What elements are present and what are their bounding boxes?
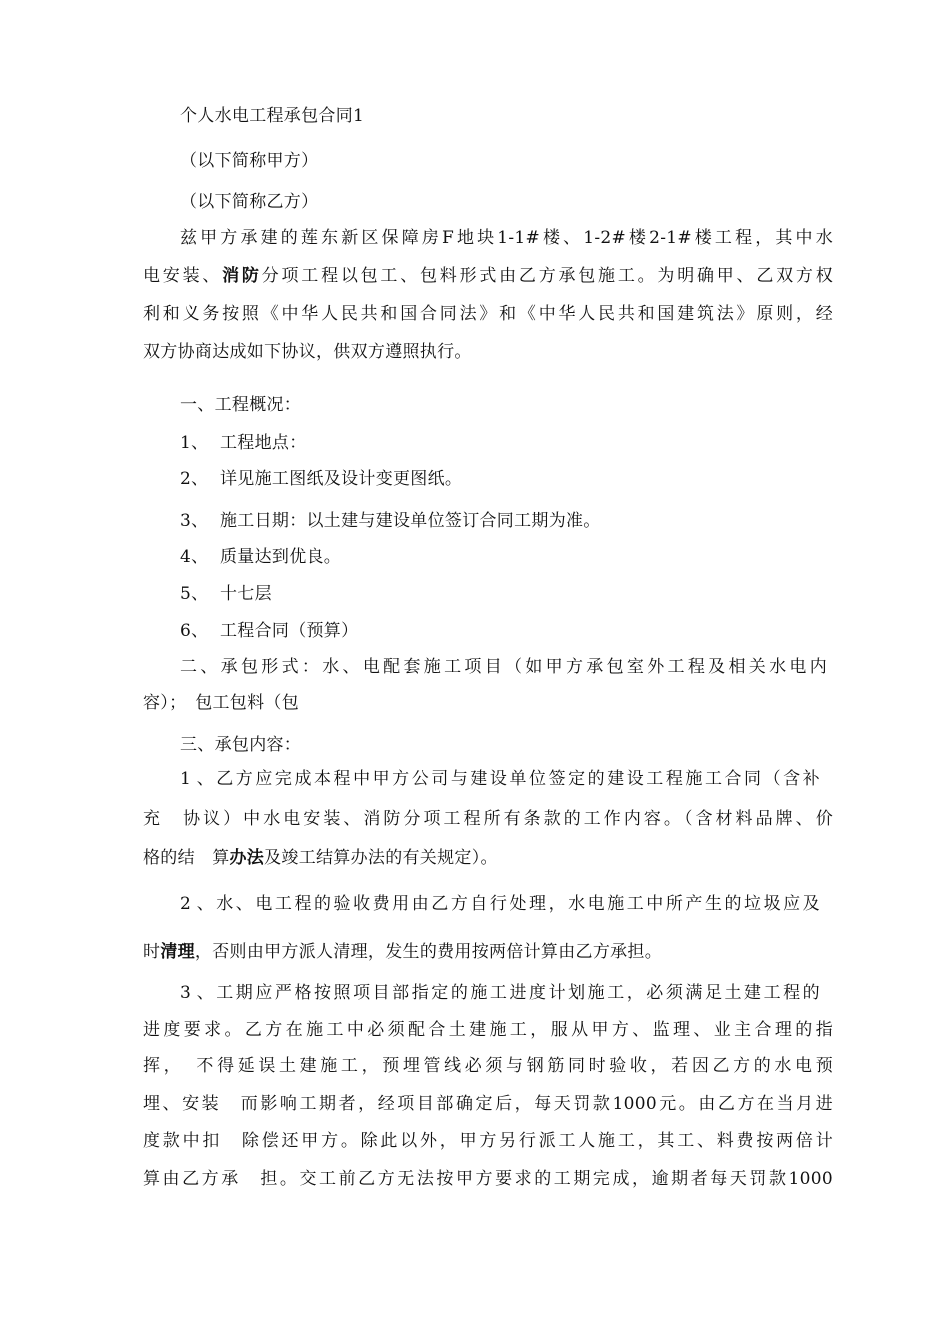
section-1-item: 2、 详见施工图纸及设计变更图纸。: [180, 469, 463, 489]
emphasis-fire: 消防: [222, 266, 262, 286]
section-2-line-1: 二、承包形式：水、电配套施工项目（如甲方承包室外工程及相关水电内: [180, 657, 827, 677]
party-a-line: （以下简称甲方）: [180, 151, 319, 171]
party-b-line: （以下简称乙方）: [180, 192, 319, 212]
emphasis-cleanup: 清理: [160, 942, 195, 962]
intro-line-3: 利和义务按照《中华人民共和国合同法》和《中华人民共和国建筑法》原则，经: [143, 304, 833, 324]
section-1-item: 1、 工程地点：: [180, 433, 307, 453]
intro-line-1: 兹甲方承建的莲东新区保障房F地块1-1#楼、1-2#楼2-1#楼工程，其中水: [180, 228, 833, 248]
section-3-item-3-line-4: 埋、安装 而影响工期者，经项目部确定后，每天罚款1000元。由乙方在当月进: [143, 1094, 833, 1114]
section-3-item-3-line-2: 进度要求。乙方在施工中必须配合土建施工，服从甲方、监理、业主合理的指: [143, 1020, 833, 1040]
section-3-item-2-line-1: 2、水、电工程的验收费用由乙方自行处理，水电施工中所产生的垃圾应及: [180, 894, 820, 914]
doc-title: 个人水电工程承包合同1: [180, 106, 365, 126]
section-3-item-3-line-6: 算由乙方承 担。交工前乙方无法按甲方要求的工期完成，逾期者每天罚款1000: [143, 1169, 833, 1189]
section-1-item: 5、 十七层: [180, 584, 272, 604]
section-3-item-1-line-3: 格的结 算办法及竣工结算办法的有关规定）。: [143, 848, 498, 868]
section-1-heading: 一、工程概况：: [180, 395, 302, 415]
section-1-item: 6、 工程合同（预算）: [180, 621, 359, 641]
section-1-item: 3、 施工日期：以土建与建设单位签订合同工期为准。: [180, 511, 601, 531]
section-2-line-2: 容）； 包工包料（包: [143, 693, 299, 713]
intro-line-2: 电安装、消防分项工程以包工、包料形式由乙方承包施工。为明确甲、乙双方权: [143, 266, 833, 286]
section-3-item-1-line-2: 充 协议）中水电安装、消防分项工程所有条款的工作内容。（含材料品牌、价: [143, 809, 833, 829]
section-3-item-2-line-2: 时清理，否则由甲方派人清理，发生的费用按两倍计算由乙方承担。: [143, 942, 663, 962]
section-3-item-1-line-1: 1、乙方应完成本程中甲方公司与建设单位签定的建设工程施工合同（含补: [180, 769, 820, 789]
emphasis-method: 办法: [229, 848, 265, 868]
section-1-item: 4、 质量达到优良。: [180, 547, 342, 567]
intro-line-4: 双方协商达成如下协议，供双方遵照执行。: [143, 342, 472, 362]
section-3-item-3-line-3: 挥， 不得延误土建施工，预埋管线必须与钢筋同时验收，若因乙方的水电预: [143, 1056, 833, 1076]
section-3-item-3-line-5: 度款中扣 除偿还甲方。除此以外，甲方另行派工人施工，其工、料费按两倍计: [143, 1131, 833, 1151]
section-3-heading: 三、承包内容：: [180, 735, 302, 755]
section-3-item-3-line-1: 3、工期应严格按照项目部指定的施工进度计划施工，必须满足土建工程的: [180, 983, 820, 1003]
